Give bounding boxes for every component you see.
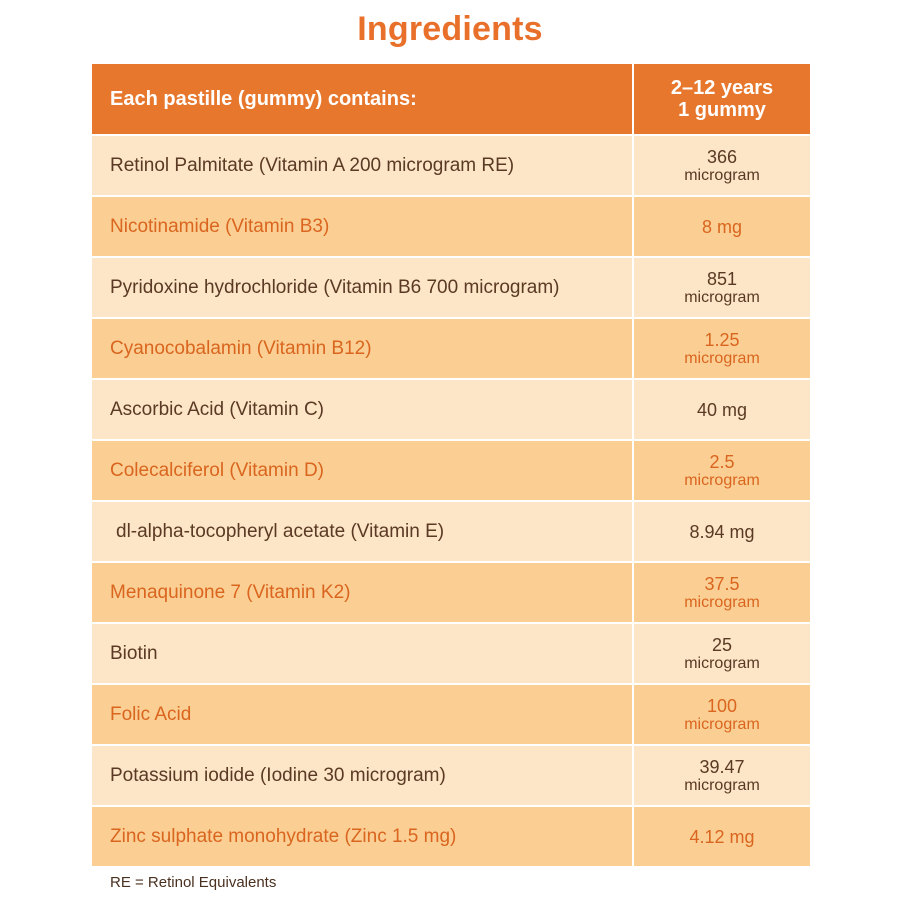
amount-value: 2.5 [709, 451, 735, 472]
table-row [92, 319, 810, 378]
amount-value: 100 [706, 695, 738, 716]
ingredient-name: Cyanocobalamin (Vitamin B12) [92, 319, 632, 378]
amount-value: 39.47 [699, 756, 745, 777]
amount-value: 1.25 [704, 329, 740, 350]
amount-value: 8.94 mg [689, 521, 755, 542]
amount-unit: microgram [684, 715, 760, 733]
ingredient-amount [634, 502, 810, 561]
amount-value: 37.5 [704, 573, 740, 594]
table-row [92, 624, 810, 683]
ingredient-amount [634, 258, 810, 317]
table-row [92, 807, 810, 866]
footnote: RE = Retinol Equivalents [110, 874, 277, 891]
amount-unit: microgram [684, 593, 760, 611]
table-row [92, 502, 810, 561]
table-row [92, 197, 810, 256]
amount-value: 40 mg [696, 399, 748, 420]
header-age-range: 2–12 years [670, 77, 774, 99]
amount-unit: microgram [684, 654, 760, 672]
ingredient-amount [634, 441, 810, 500]
header-ingredient-column: Each pastille (gummy) contains: [92, 64, 632, 134]
table-header-row [92, 64, 810, 134]
page-title: Ingredients [357, 10, 543, 48]
ingredient-name: Pyridoxine hydrochloride (Vitamin B6 700 microgram) [92, 258, 632, 317]
ingredient-name: Biotin [92, 624, 632, 683]
ingredient-name: Ascorbic Acid (Vitamin C) [92, 380, 632, 439]
table-row [92, 563, 810, 622]
amount-unit: microgram [684, 471, 760, 489]
table-row [92, 258, 810, 317]
ingredient-amount [634, 563, 810, 622]
amount-value: 4.12 mg [689, 826, 755, 847]
amount-unit: microgram [684, 288, 760, 306]
amount-value: 8 mg [701, 216, 743, 237]
ingredient-amount [634, 380, 810, 439]
ingredient-amount [634, 807, 810, 866]
amount-unit: microgram [684, 349, 760, 367]
ingredient-name: dl-alpha-tocopheryl acetate (Vitamin E) [92, 502, 632, 561]
ingredient-name: Folic Acid [92, 685, 632, 744]
table-row [92, 380, 810, 439]
ingredient-name: Colecalciferol (Vitamin D) [92, 441, 632, 500]
table-row [92, 746, 810, 805]
ingredient-amount [634, 624, 810, 683]
ingredient-name: Nicotinamide (Vitamin B3) [92, 197, 632, 256]
amount-unit: microgram [684, 166, 760, 184]
table-row [92, 136, 810, 195]
ingredient-amount [634, 746, 810, 805]
ingredients-table [92, 64, 810, 868]
amount-value: 366 [706, 146, 738, 167]
amount-unit: microgram [684, 776, 760, 794]
ingredient-name: Retinol Palmitate (Vitamin A 200 microgram RE) [92, 136, 632, 195]
amount-value: 851 [706, 268, 738, 289]
table-row [92, 685, 810, 744]
ingredient-name: Potassium iodide (Iodine 30 microgram) [92, 746, 632, 805]
ingredient-name: Menaquinone 7 (Vitamin K2) [92, 563, 632, 622]
ingredient-name: Zinc sulphate monohydrate (Zinc 1.5 mg) [92, 807, 632, 866]
amount-value: 25 [711, 634, 733, 655]
ingredient-amount [634, 319, 810, 378]
ingredient-amount [634, 685, 810, 744]
table-row [92, 441, 810, 500]
ingredient-amount [634, 136, 810, 195]
header-dose: 1 gummy [678, 99, 766, 121]
header-amount-column [634, 64, 810, 134]
ingredient-amount [634, 197, 810, 256]
